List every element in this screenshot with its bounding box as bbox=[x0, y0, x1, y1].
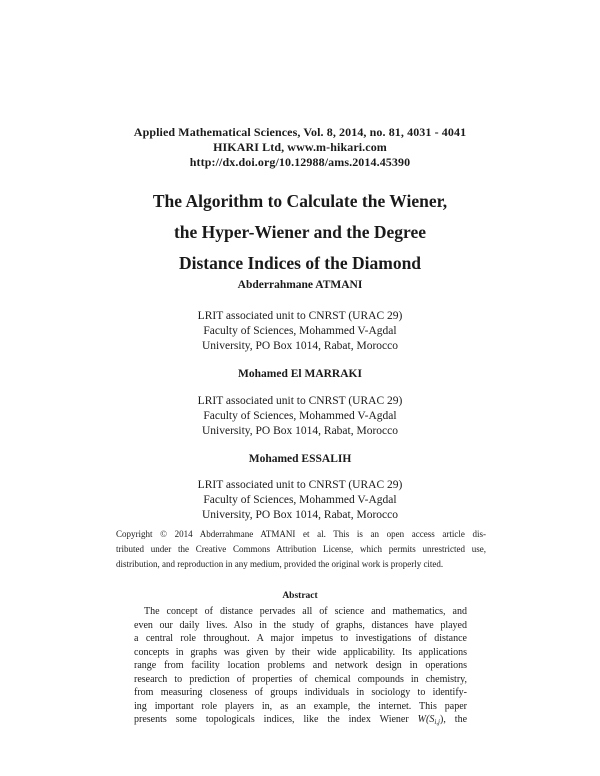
abstract-line: a central role throughout. A major impetus to investigations of distance bbox=[134, 633, 467, 644]
author-name-1: Abderrahmane ATMANI bbox=[237, 279, 363, 291]
affiliation-line: LRIT associated unit to CNRST (URAC 29) bbox=[197, 479, 403, 491]
abstract-line: from measuring closeness of groups individuals in sociology to identify- bbox=[134, 687, 467, 698]
affiliation-line: LRIT associated unit to CNRST (URAC 29) bbox=[197, 395, 403, 407]
copyright-notice bbox=[116, 527, 486, 572]
affiliation-line: University, PO Box 1014, Rabat, Morocco bbox=[201, 509, 398, 521]
abstract-heading: Abstract bbox=[282, 591, 318, 601]
author-affiliation-3 bbox=[0, 478, 600, 523]
abstract-line: range from facility location problems and network design in operations bbox=[134, 660, 467, 671]
abstract-body bbox=[134, 605, 467, 730]
wiener-subscript: i,j bbox=[434, 718, 440, 726]
affiliation-line: University, PO Box 1014, Rabat, Morocco bbox=[201, 340, 398, 352]
affiliation-line: Faculty of Sciences, Mohammed V-Agdal bbox=[203, 494, 397, 506]
abstract-line: The concept of distance pervades all of science and mathematics, and bbox=[144, 606, 467, 617]
abstract-line: concepts in graphs was given by their wide applicability. Its applications bbox=[134, 646, 467, 658]
journal-header bbox=[0, 125, 600, 170]
copyright-line-2: tributed under the Creative Commons Attribution License, which permits unrestricted use, bbox=[116, 544, 486, 554]
author-name-3: Mohamed ESSALIH bbox=[248, 453, 352, 465]
affiliation-line: LRIT associated unit to CNRST (URAC 29) bbox=[197, 310, 403, 322]
title-line-3: Distance Indices of the Diamond bbox=[178, 253, 422, 273]
abstract-line-last bbox=[134, 713, 467, 730]
abstract-line: even our daily lives. Also in the study of graphs, distances have played bbox=[134, 619, 467, 631]
abstract-line: ing important role players in, as an example, the internet. This paper bbox=[134, 700, 467, 712]
title-line-1: The Algorithm to Calculate the Wiener, bbox=[152, 191, 448, 211]
copyright-line-3: distribution, and reproduction in any medium, provided the original work is properly cited. bbox=[116, 559, 444, 569]
journal-doi: http://dx.doi.org/10.12988/ams.2014.45390 bbox=[189, 155, 411, 169]
abstract-last-tail: , the bbox=[443, 714, 468, 725]
affiliation-line: University, PO Box 1014, Rabat, Morocco bbox=[201, 425, 398, 437]
author-affiliation-1 bbox=[0, 309, 600, 354]
affiliation-line: Faculty of Sciences, Mohammed V-Agdal bbox=[203, 410, 397, 422]
journal-citation: Applied Mathematical Sciences, Vol. 8, 2014, no. 81, 4031 - 4041 bbox=[133, 125, 467, 139]
copyright-line-1: Copyright © 2014 Abderrahmane ATMANI et al. This is an open access article dis- bbox=[116, 529, 486, 539]
affiliation-line: Faculty of Sciences, Mohammed V-Agdal bbox=[203, 325, 397, 337]
paper-title bbox=[0, 186, 600, 279]
wiener-close: ) bbox=[439, 714, 444, 725]
wiener-index-symbol bbox=[418, 714, 444, 725]
abstract-line: research to prediction of properties of chemical compounds in chemistry, bbox=[134, 673, 467, 685]
author-name-2: Mohamed El MARRAKI bbox=[238, 368, 362, 380]
abstract-last-text: presents some topologicals indices, like the index Wiener bbox=[134, 714, 409, 725]
journal-publisher: HIKARI Ltd, www.m-hikari.com bbox=[213, 140, 387, 154]
title-line-2: the Hyper-Wiener and the Degree bbox=[173, 222, 427, 242]
author-affiliation-2 bbox=[0, 394, 600, 439]
wiener-symbol: W(S bbox=[417, 714, 435, 725]
